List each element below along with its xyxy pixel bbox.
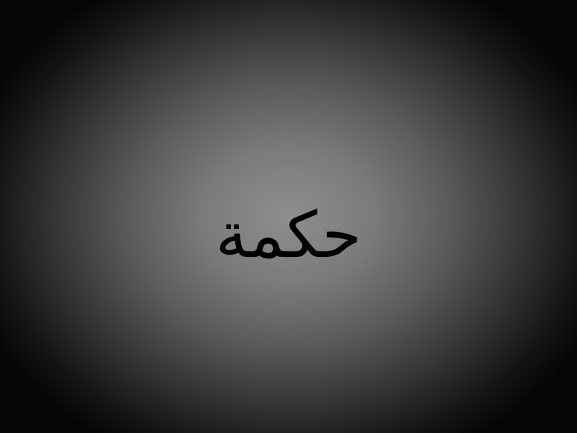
arabic-calligraphy-word: حكمة bbox=[215, 199, 362, 273]
